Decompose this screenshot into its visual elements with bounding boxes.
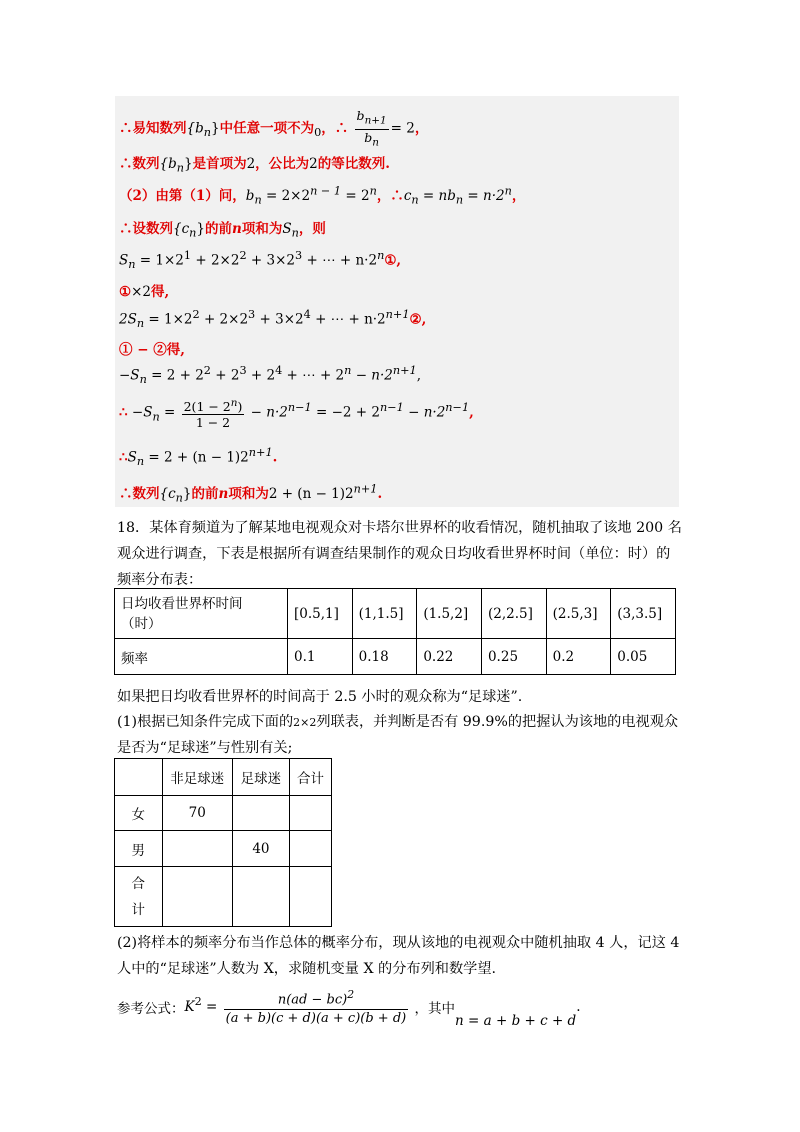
solution-line-7: $2S_n = 1\times 2^2 + 2\times 2^3 + 3\times 2^4$ + ⋯ + $n\cdot 2^{n+1}②$, bbox=[119, 308, 427, 331]
ratio-fraction: $\frac{b_{n+1}}{b_n}$ bbox=[356, 108, 387, 148]
table-cell bbox=[290, 796, 332, 831]
solution-line-1: ∴易知数列$\{b_n\}$中任意一项不为$_0$，∴ $\frac{b_{n+1}}{b_n}$ = 2， bbox=[119, 108, 429, 148]
solution-line-10: ∴ $-S_n$ = $\frac{2(1 - 2^n)}{1 - 2}$ − $n\cdot 2^{n-1} = -2 + 2^{n-1} - n\cdot 2^{n-1}$, bbox=[119, 397, 474, 431]
question-2-line-1: (2)将样本的频率分布当作总体的概率分布，现从该地的电视观众中随机抽取 4 人，记这 4 bbox=[117, 935, 680, 951]
frequency-cell: 0.05 bbox=[611, 639, 676, 675]
row-header: 女 bbox=[115, 796, 163, 831]
frequency-cell: 0.1 bbox=[288, 639, 353, 675]
chi-square-fraction: $\frac{n(ad - bc)^2}{(a + b)(c + d)(a + c)(b + d)}$ bbox=[225, 988, 407, 1027]
problem-line-1: 18．某体育频道为了解某地电视观众对卡塔尔世界杯的收看情况，随机抽取了该地 200 名 bbox=[117, 520, 682, 536]
table-cell: 70 bbox=[162, 796, 232, 831]
table-row bbox=[115, 831, 332, 867]
frequency-cell: 0.18 bbox=[352, 639, 417, 675]
interval-cell: (2.5,3] bbox=[546, 589, 611, 639]
interval-cell: [0.5,1] bbox=[288, 589, 353, 639]
table-row bbox=[115, 867, 332, 927]
question-1-line-2: 是否为“足球迷”与性别有关; bbox=[117, 740, 293, 756]
table-row bbox=[115, 589, 676, 639]
table-cell bbox=[162, 831, 232, 867]
table-cell bbox=[232, 867, 289, 927]
reference-formula: 参考公式：$K^2$ = $\frac{n(ad - bc)^2}{(a + b)(c + d)(a + c)(b + d)}$ ，其中n = a + b + c + d. bbox=[117, 988, 581, 1029]
frequency-cell: 0.2 bbox=[546, 639, 611, 675]
question-1-line-1: (1)根据已知条件完成下面的2×2列联表，并判断是否有 99.9%的把握认为该地的电视观众 bbox=[117, 714, 679, 730]
solution-line-9: $-S_n = 2 + 2^2 + 2^3 + 2^4$ + ⋯ + $2^n - n\cdot 2^{n+1}$, bbox=[119, 364, 422, 387]
contingency-table bbox=[114, 758, 332, 927]
problem-line-4: 如果把日均收看世界杯的时间高于 2.5 小时的观众称为“足球迷”. bbox=[117, 689, 523, 705]
interval-cell: (3,3.5] bbox=[611, 589, 676, 639]
table-cell bbox=[232, 796, 289, 831]
question-2-line-2: 人中的“足球迷”人数为 X，求随机变量 X 的分布列和数学望. bbox=[117, 961, 497, 977]
corner-cell bbox=[115, 759, 163, 796]
table-row bbox=[115, 759, 332, 796]
solution-line-4: ∴设数列$\{c_n\}$的前n项和为$S_n$，则 bbox=[119, 221, 326, 240]
column-header: 足球迷 bbox=[232, 759, 289, 796]
solution-line-6: ①×2得, bbox=[119, 284, 170, 300]
column-header: 非足球迷 bbox=[162, 759, 232, 796]
interval-header-cell: 日均收看世界杯时间 （时） bbox=[115, 589, 288, 639]
problem-line-2: 观众进行调查，下表是根据所有调查结果制作的观众日均收看世界杯时间（单位：时）的 bbox=[117, 546, 671, 562]
table-row bbox=[115, 796, 332, 831]
solution-line-8: ① − ②得, bbox=[119, 342, 185, 358]
row-header: 合 计 bbox=[115, 867, 163, 927]
frequency-cell: 0.22 bbox=[417, 639, 482, 675]
table-cell bbox=[290, 831, 332, 867]
solution-line-2: ∴数列$\{b_n\}$是首项为2，公比为2的等比数列. bbox=[119, 156, 390, 175]
solution-line-3: （2）由第（1）问，$b_n = 2\times 2^{n - 1} = 2^n$，$\therefore c_n = nb_n = n\cdot 2^n$， bbox=[119, 184, 526, 207]
row-header: 男 bbox=[115, 831, 163, 867]
problem-line-3: 频率分布表： bbox=[117, 572, 203, 588]
table-row bbox=[115, 639, 676, 675]
interval-cell: (2,2.5] bbox=[481, 589, 546, 639]
interval-cell: (1,1.5] bbox=[352, 589, 417, 639]
solution-line-5: $S_n = 1\times 2^1 + 2\times 2^2 + 3\times 2^3$ + ⋯ + $n\cdot 2^n①$, bbox=[119, 249, 402, 272]
column-header: 合计 bbox=[290, 759, 332, 796]
table-cell bbox=[290, 867, 332, 927]
solution-line-12: ∴数列$\{c_n\}$的前n项和为$2 + (n - 1)2^{n+1}$. bbox=[119, 482, 383, 505]
sum-fraction: $\frac{2(1 - 2^n)}{1 - 2}$ bbox=[183, 397, 243, 431]
frequency-label-cell: 频率 bbox=[115, 639, 288, 675]
frequency-cell: 0.25 bbox=[481, 639, 546, 675]
table-cell bbox=[162, 867, 232, 927]
frequency-table bbox=[114, 588, 676, 675]
interval-cell: (1.5,2] bbox=[417, 589, 482, 639]
solution-line-11: $\therefore S_n = 2 + (n - 1)2^{n+1}$. bbox=[119, 446, 278, 469]
table-cell: 40 bbox=[232, 831, 289, 867]
